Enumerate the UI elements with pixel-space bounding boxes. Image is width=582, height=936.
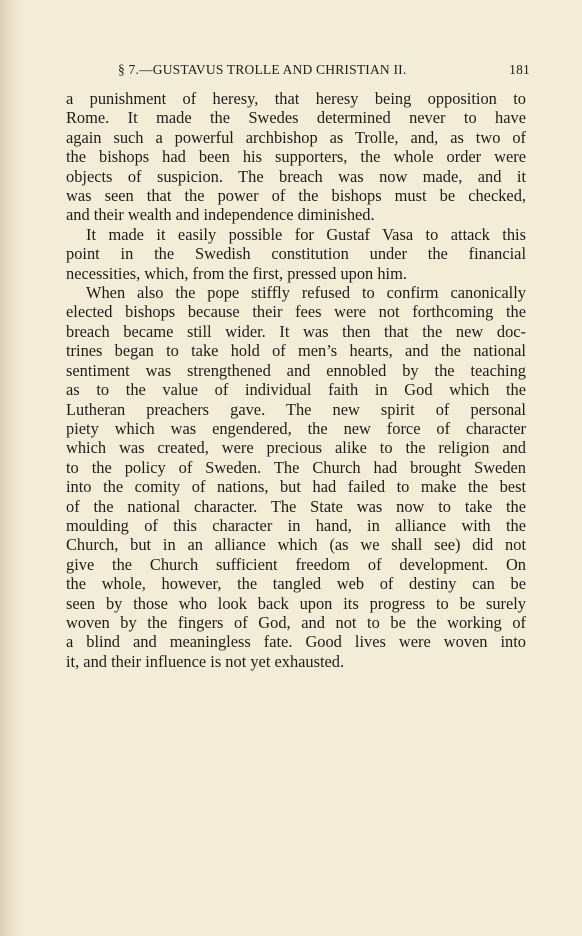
text-line: the whole, however, the tangled web of destiny can be <box>66 574 526 594</box>
body-text <box>66 89 526 671</box>
text-line: give the Church sufficient freedom of development. On <box>66 554 526 574</box>
text-line: Lutheran preachers gave. The new spirit of personal <box>66 399 526 419</box>
text-line: to the policy of Sweden. The Church had brought Sweden <box>66 457 526 477</box>
text-line: it, and their influence is not yet exhausted. <box>66 651 345 671</box>
text-line: objects of suspicion. The breach was now made, and it <box>66 166 526 186</box>
page-number: 181 <box>509 62 530 77</box>
text-line: Rome. It made the Swedes determined never to have <box>66 108 526 128</box>
text-line: the bishops had been his supporters, the whole order were <box>66 147 526 167</box>
text-line: of the national character. The State was now to take the <box>66 496 526 516</box>
text-line: a punishment of heresy, that heresy being opposition to <box>66 89 526 108</box>
text-line: which was created, were precious alike to the religion and <box>66 438 526 458</box>
paragraph-2 <box>66 225 526 283</box>
text-line: and their wealth and independence diminished. <box>66 205 375 225</box>
running-header-title: § 7.—GUSTAVUS TROLLE AND CHRISTIAN II. <box>118 62 407 77</box>
text-line: seen by those who look back upon its progress to be surely <box>66 593 526 613</box>
text-line: It made it easily possible for Gustaf Vasa to attack this <box>86 224 526 244</box>
text-line: sentiment was strengthened and ennobled by the teaching <box>66 360 526 380</box>
text-line: was seen that the power of the bishops must be checked, <box>66 186 526 206</box>
text-line: necessities, which, from the first, pressed upon him. <box>66 263 407 283</box>
text-line: again such a powerful archbishop as Trolle, and, as two of <box>66 127 526 147</box>
text-line: into the comity of nations, but had failed to make the best <box>66 477 526 497</box>
text-line: point in the Swedish constitution under the financial <box>66 244 526 264</box>
text-line: moulding of this character in hand, in alliance with the <box>66 515 526 535</box>
running-header <box>118 62 530 82</box>
text-line: a blind and meaningless fate. Good lives were woven into <box>66 632 526 652</box>
text-line: Church, but in an alliance which (as we shall see) did not <box>66 535 526 555</box>
text-line: piety which was engendered, the new force of character <box>66 418 526 438</box>
text-line: breach became still wider. It was then that the new doc- <box>66 321 526 341</box>
text-line: elected bishops because their fees were not forthcoming the <box>66 302 526 322</box>
text-line: trines began to take hold of men’s hearts, and the national <box>66 341 526 361</box>
paragraph-1 <box>66 89 526 225</box>
paragraph-3 <box>66 283 526 671</box>
text-line: When also the pope stiffly refused to confirm canonically <box>86 283 526 303</box>
text-line: as to the value of individual faith in God which the <box>66 380 526 400</box>
text-line: woven by the fingers of God, and not to be the working of <box>66 612 526 632</box>
